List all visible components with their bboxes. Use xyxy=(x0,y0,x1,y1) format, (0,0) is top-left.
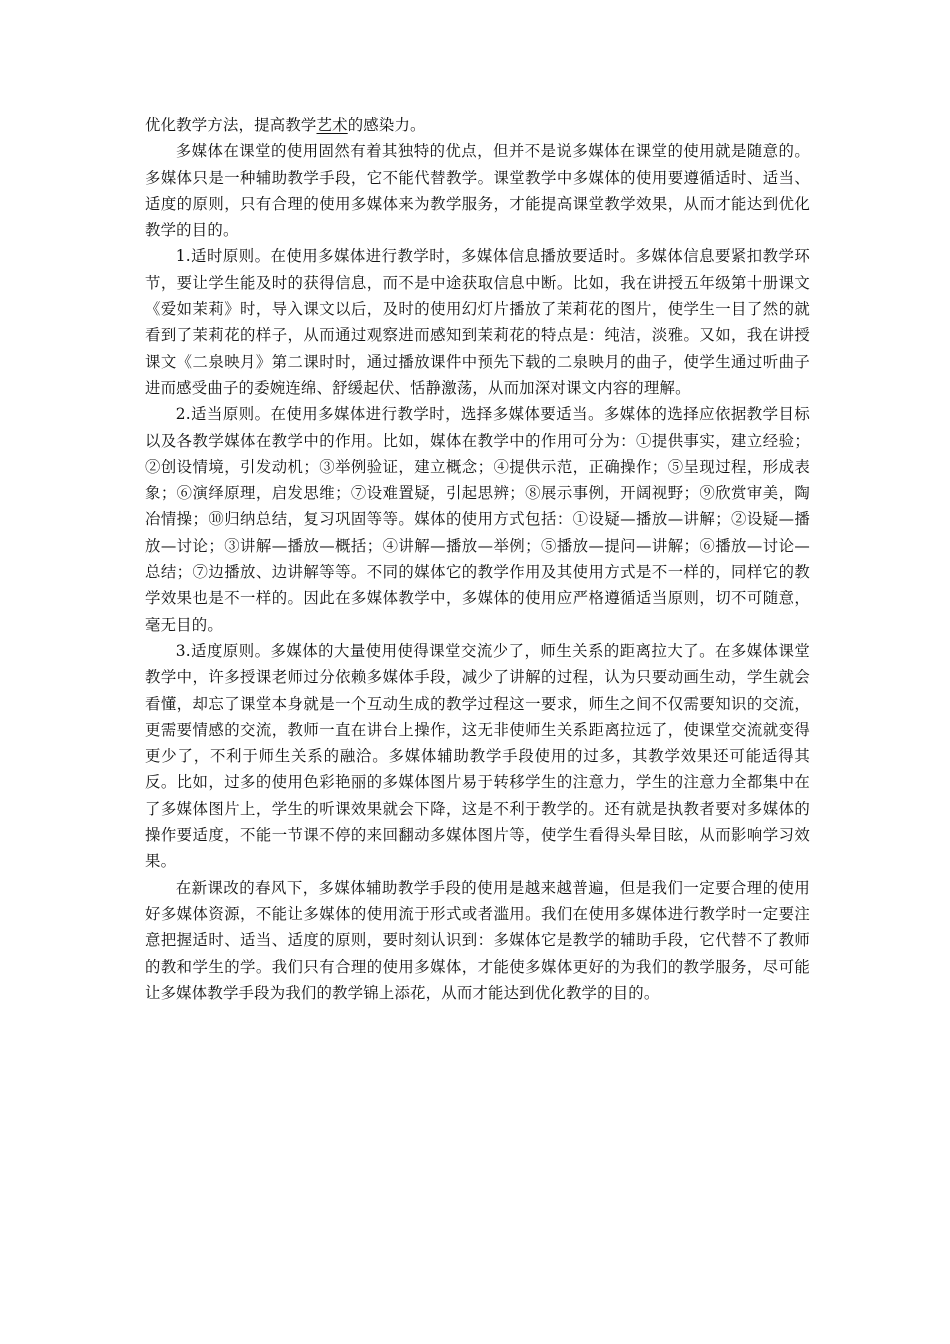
first-line-paragraph xyxy=(145,112,810,138)
moderate-principle-paragraph: 3.适度原则。多媒体的大量使用使得课堂交流少了，师生关系的距离拉大了。在多媒体课堂教学中，许多授课老师过分依赖多媒体手段，减少了讲解的过程，认为只要动画生动，学生就会看懂，却忘了课堂本身就是一个互动生成的教学过程这一要求，师生之间不仅需要知识的交流，更需要情感的交流，教师一直在讲台上操作，这无非使师生关系距离拉远了，使课堂交流就变得更少了，不利于师生关系的融洽。多媒体辅助教学手段使用的过多，其教学效果还可能适得其反。比如，过多的使用色彩艳丽的多媒体图片易于转移学生的注意力，学生的注意力全都集中在了多媒体图片上，学生的听课效果就会下降，这是不利于教学的。还有就是执教者要对多媒体的操作要适度，不能一节课不停的来回翻动多媒体图片等，使学生看得头晕目眩，从而影响学习效果。 xyxy=(145,641,810,871)
intro-paragraph: 多媒体在课堂的使用固然有着其独特的优点，但并不是说多媒体在课堂的使用就是随意的。多媒体只是一种辅助教学手段，它不能代替教学。课堂教学中多媒体的使用要遵循适时、适当、适度的原则，只有合理的使用多媒体来为教学服务，才能提高课堂教学效果，从而才能达到优化教学的目的。 xyxy=(145,142,810,240)
document-page xyxy=(145,112,810,1006)
art-link[interactable]: 艺术 xyxy=(316,116,348,134)
first-line-text-after: 的感染力。 xyxy=(347,116,426,134)
timely-principle-paragraph: 1.适时原则。在使用多媒体进行教学时，多媒体信息播放要适时。多媒体信息要紧扣教学环节，要让学生能及时的获得信息，而不是中途获取信息中断。比如，我在讲授五年级第十册课文《爱如茉莉》时，导入课文以后，及时的使用幻灯片播放了茉莉花的图片，使学生一目了然的就看到了茉莉花的样子，从而通过观察进而感知到茉莉花的特点是：纯洁，淡雅。又如，我在讲授课文《二泉映月》第二课时时，通过播放课件中预先下载的二泉映月的曲子，使学生通过听曲子进而感受曲子的委婉连绵、舒缓起伏、恬静激荡，从而加深对课文内容的理解。 xyxy=(145,247,810,397)
conclusion-paragraph: 在新课改的春风下，多媒体辅助教学手段的使用是越来越普遍，但是我们一定要合理的使用好多媒体资源，不能让多媒体的使用流于形式或者滥用。我们在使用多媒体进行教学时一定要注意把握适时、适当、适度的原则，要时刻认识到：多媒体它是教学的辅助手段，它代替不了教师的教和学生的学。我们只有合理的使用多媒体，才能使多媒体更好的为我们的教学服务，尽可能让多媒体教学手段为我们的教学锦上添花，从而才能达到优化教学的目的。 xyxy=(145,878,810,1002)
first-line-text-before: 优化教学方法，提高教学 xyxy=(145,116,317,134)
appropriate-principle-paragraph: 2.适当原则。在使用多媒体进行教学时，选择多媒体要适当。多媒体的选择应依据教学目标以及各教学媒体在教学中的作用。比如，媒体在教学中的作用可分为：①提供事实，建立经验；②创设情境，引发动机；③举例验证，建立概念；④提供示范，正确操作；⑤呈现过程，形成表象；⑥演绎原理，启发思维；⑦设难置疑，引起思辨；⑧展示事例，开阔视野；⑨欣赏审美，陶冶情操；⑩归纳总结，复习巩固等等。媒体的使用方式包括：①设疑—播放—讲解；②设疑—播放—讨论；③讲解—播放—概括；④讲解—播放—举例；⑤播放—提问—讲解；⑥播放—讨论—总结；⑦边播放、边讲解等等。不同的媒体它的教学作用及其使用方式是不一样的，同样它的教学效果也是不一样的。因此在多媒体教学中，多媒体的使用应严格遵循适当原则，切不可随意，毫无目的。 xyxy=(145,405,810,634)
